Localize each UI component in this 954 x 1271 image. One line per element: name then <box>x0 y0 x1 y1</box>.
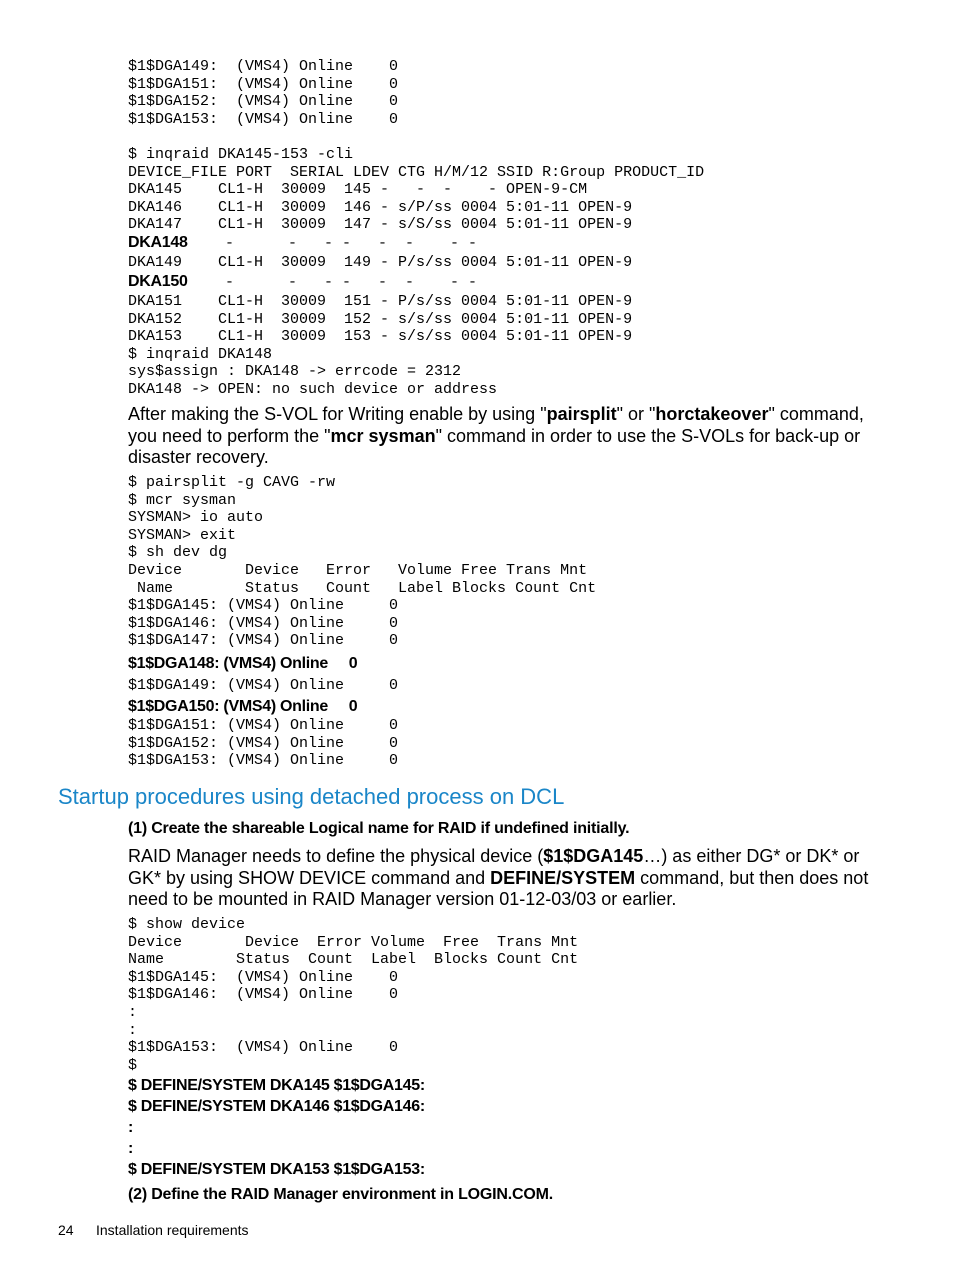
define-commands <box>128 1075 425 1180</box>
dka148-label: DKA148 <box>128 234 188 251</box>
para2-text-3: command, but then does not need to be mounted in RAID Manager version 01-12-03/03 or earlier. <box>128 867 869 909</box>
define-line: $ DEFINE/SYSTEM DKA145 $1$DGA145: <box>128 1077 425 1094</box>
code-block-show-device: $ show device Device Device Error Volume Free Trans Mnt Name Status Count Label Blocks Count Cnt $1$DGA145: (VMS4) Online 0 $1$DGA146: (VMS4) Online 0 : : $1$DGA153: (VMS4) Online 0 $ <box>128 916 579 1074</box>
page-footer <box>58 1222 249 1238</box>
footer-section-title: Installation requirements <box>96 1222 249 1238</box>
step-1-title: (1) Create the shareable Logical name for RAID if undefined initially. <box>128 820 630 837</box>
page-number: 24 <box>58 1222 74 1238</box>
define-line: $ DEFINE/SYSTEM DKA153 $1$DGA153: <box>128 1161 425 1178</box>
code-block-sysman: $ pairsplit -g CAVG -rw $ mcr sysman SYSMAN> io auto SYSMAN> exit $ sh dev dg Device Device Error Volume Free Trans Mnt Name Status Count Label Blocks Count Cnt $1$DGA145: (VMS4) Online 0 $1$DGA146: (VMS4) Online 0 $1$DGA147: (VMS4) Online 0 <box>128 474 597 650</box>
para2-text-1: RAID Manager needs to define the physical device ( <box>128 846 544 866</box>
para1-horctakeover: horctakeover <box>655 404 769 424</box>
code-block-inqraid-continued: DKA151 CL1-H 30009 151 - P/s/ss 0004 5:01-11 OPEN-9 DKA152 CL1-H 30009 152 - s/s/ss 0004 5:01-11 OPEN-9 DKA153 CL1-H 30009 153 - s/s/ss 0004 5:01-11 OPEN-9 $ inqraid DKA148 sys$assign : DKA148 -> errcode = 2312 DKA148 -> OPEN: no such device or address <box>128 293 633 398</box>
code-block-dga-tail: $1$DGA151: (VMS4) Online 0 $1$DGA152: (VMS4) Online 0 $1$DGA153: (VMS4) Online 0 <box>128 717 399 770</box>
paragraph-raid-manager <box>128 846 873 911</box>
define-line: : <box>128 1140 134 1157</box>
paragraph-svol-writing <box>128 404 873 469</box>
para1-text-3: " command, you need to perform the " <box>128 404 864 446</box>
para1-pairsplit: pairsplit <box>546 404 617 424</box>
code-line-dga148-bold: $1$DGA148: (VMS4) Online 0 <box>128 655 358 672</box>
code-line-dka148 <box>128 232 477 254</box>
para2-define-system: DEFINE/SYSTEM <box>490 867 636 888</box>
para1-text-4: " command in order to use the S-VOLs for back-up or disaster recovery. <box>128 425 861 467</box>
dka150-dashes: - - - - - - - - <box>225 274 478 291</box>
dka148-dashes: - - - - - - - - <box>225 235 478 252</box>
define-line: $ DEFINE/SYSTEM DKA146 $1$DGA146: <box>128 1098 425 1115</box>
dka150-label: DKA150 <box>128 273 188 290</box>
step-2-title: (2) Define the RAID Manager environment in LOGIN.COM. <box>128 1186 553 1203</box>
para1-mcr-sysman: mcr sysman <box>330 425 436 446</box>
code-line-dka150 <box>128 271 477 293</box>
code-line-dga149: $1$DGA149: (VMS4) Online 0 <box>128 677 399 694</box>
section-heading: Startup procedures using detached process on DCL <box>58 784 565 809</box>
para2-dga145: $1$DGA145 <box>543 846 644 866</box>
code-line-dka149: DKA149 CL1-H 30009 149 - P/s/ss 0004 5:01-11 OPEN-9 <box>128 254 633 271</box>
code-line-dga150-bold: $1$DGA150: (VMS4) Online 0 <box>128 698 358 715</box>
define-line: : <box>128 1119 134 1136</box>
para1-text-2: " or " <box>616 404 656 424</box>
para2-text-2: …) as either DG* or DK* or GK* by using SHOW DEVICE command and <box>128 846 860 888</box>
para1-text-1: After making the S-VOL for Writing enable by using " <box>128 404 547 424</box>
code-block-inqraid: $1$DGA149: (VMS4) Online 0 $1$DGA151: (VMS4) Online 0 $1$DGA152: (VMS4) Online 0 $1$DGA153: (VMS4) Online 0 $ inqraid DKA145-153 -cli DEVICE_FILE PORT SERIAL LDEV CTG H/M/12 SSID R:Group PRODUCT_ID DKA145 CL1-H 30009 145 - - - - OPEN-9-CM DKA146 CL1-H 30009 146 - s/P/ss 0004 5:01-11 OPEN-9 DKA147 CL1-H 30009 147 - s/S/ss 0004 5:01-11 OPEN-9 <box>128 58 705 234</box>
